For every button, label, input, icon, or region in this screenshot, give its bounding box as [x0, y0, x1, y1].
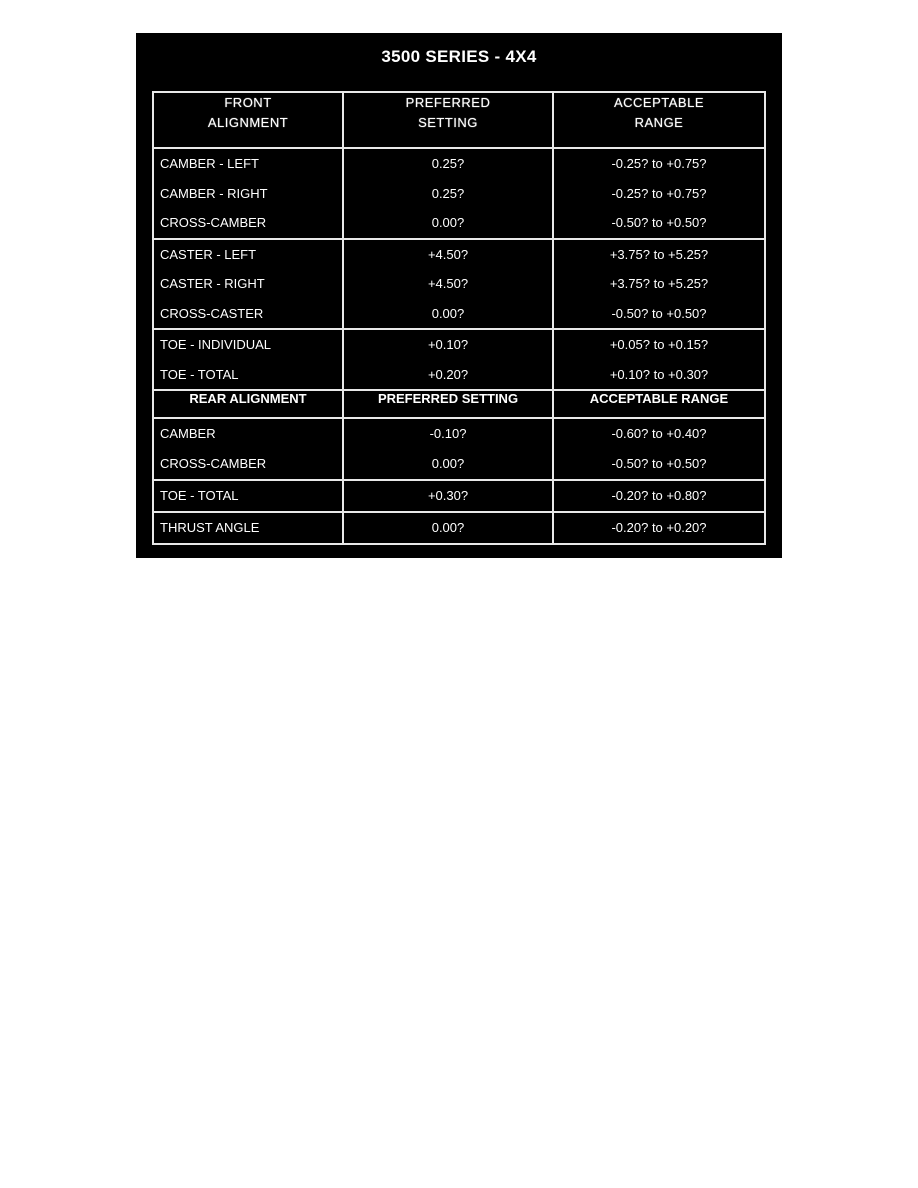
- alignment-spec-panel: [136, 33, 782, 558]
- preferred-value: +4.50?: [427, 276, 469, 291]
- row-label: CROSS-CASTER: [160, 305, 264, 321]
- group-labels: [153, 239, 343, 330]
- preferred-value: 0.00?: [431, 520, 465, 535]
- row-label: CAMBER - RIGHT: [160, 185, 268, 201]
- group-preferred: [343, 480, 553, 512]
- group-labels: [153, 480, 343, 512]
- front-header-row: [153, 92, 765, 148]
- row-label: TOE - TOTAL: [160, 366, 239, 382]
- group-range: [553, 329, 765, 390]
- preferred-value: 0.25?: [431, 156, 465, 171]
- range-value: +0.05? to +0.15?: [609, 337, 709, 352]
- rear-range-header: ACCEPTABLE RANGE: [553, 390, 765, 418]
- range-value: +3.75? to +5.25?: [609, 276, 709, 291]
- group-labels: [153, 148, 343, 239]
- row-label: THRUST ANGLE: [160, 520, 260, 535]
- rear-toe-group: [153, 480, 765, 512]
- front-toe-group: [153, 329, 765, 390]
- preferred-value: +0.10?: [427, 337, 469, 352]
- rear-preferred-header: PREFERRED SETTING: [343, 390, 553, 418]
- row-label: CAMBER: [160, 426, 216, 441]
- group-range: [553, 418, 765, 480]
- range-value: -0.20? to +0.80?: [611, 488, 707, 503]
- front-caster-group: [153, 239, 765, 330]
- preferred-value: +0.30?: [427, 488, 469, 503]
- front-camber-group: [153, 148, 765, 239]
- group-labels: [153, 512, 343, 544]
- preferred-value: 0.00?: [431, 305, 465, 321]
- alignment-table: [152, 91, 766, 545]
- range-value: -0.25? to +0.75?: [611, 156, 707, 171]
- group-range: [553, 239, 765, 330]
- group-labels: [153, 418, 343, 480]
- row-label: CROSS-CAMBER: [160, 456, 267, 471]
- group-preferred: [343, 329, 553, 390]
- row-label: CASTER - LEFT: [160, 246, 257, 262]
- rear-thrust-group: [153, 512, 765, 544]
- group-preferred: [343, 418, 553, 480]
- range-value: -0.50? to +0.50?: [611, 456, 707, 471]
- rear-alignment-header: REAR ALIGNMENT: [153, 390, 343, 418]
- front-alignment-header: FRONT ALIGNMENT: [153, 92, 343, 148]
- preferred-setting-header: PREFERRED SETTING: [343, 92, 553, 148]
- group-preferred: [343, 148, 553, 239]
- range-value: -0.25? to +0.75?: [611, 185, 707, 201]
- preferred-value: -0.10?: [429, 426, 467, 441]
- preferred-value: 0.25?: [431, 185, 465, 201]
- row-label: CAMBER - LEFT: [160, 156, 259, 171]
- group-range: [553, 512, 765, 544]
- preferred-value: +4.50?: [427, 246, 469, 262]
- preferred-value: +0.20?: [427, 366, 469, 382]
- preferred-value: 0.00?: [431, 456, 465, 471]
- preferred-value: 0.00?: [431, 215, 465, 230]
- group-preferred: [343, 512, 553, 544]
- range-value: +0.10? to +0.30?: [609, 366, 709, 382]
- row-label: TOE - TOTAL: [160, 488, 239, 503]
- row-label: CROSS-CAMBER: [160, 215, 267, 230]
- rear-header-row: [153, 390, 765, 418]
- group-preferred: [343, 239, 553, 330]
- range-value: -0.20? to +0.20?: [611, 520, 707, 535]
- range-value: -0.50? to +0.50?: [611, 305, 707, 321]
- row-label: TOE - INDIVIDUAL: [160, 337, 272, 352]
- group-range: [553, 148, 765, 239]
- range-value: +3.75? to +5.25?: [609, 246, 709, 262]
- range-value: -0.60? to +0.40?: [611, 426, 707, 441]
- rear-camber-group: [153, 418, 765, 480]
- group-labels: [153, 329, 343, 390]
- spec-title: 3500 SERIES - 4X4: [381, 47, 537, 66]
- group-range: [553, 480, 765, 512]
- acceptable-range-header: ACCEPTABLE RANGE: [553, 92, 765, 148]
- row-label: CASTER - RIGHT: [160, 276, 265, 291]
- range-value: -0.50? to +0.50?: [611, 215, 707, 230]
